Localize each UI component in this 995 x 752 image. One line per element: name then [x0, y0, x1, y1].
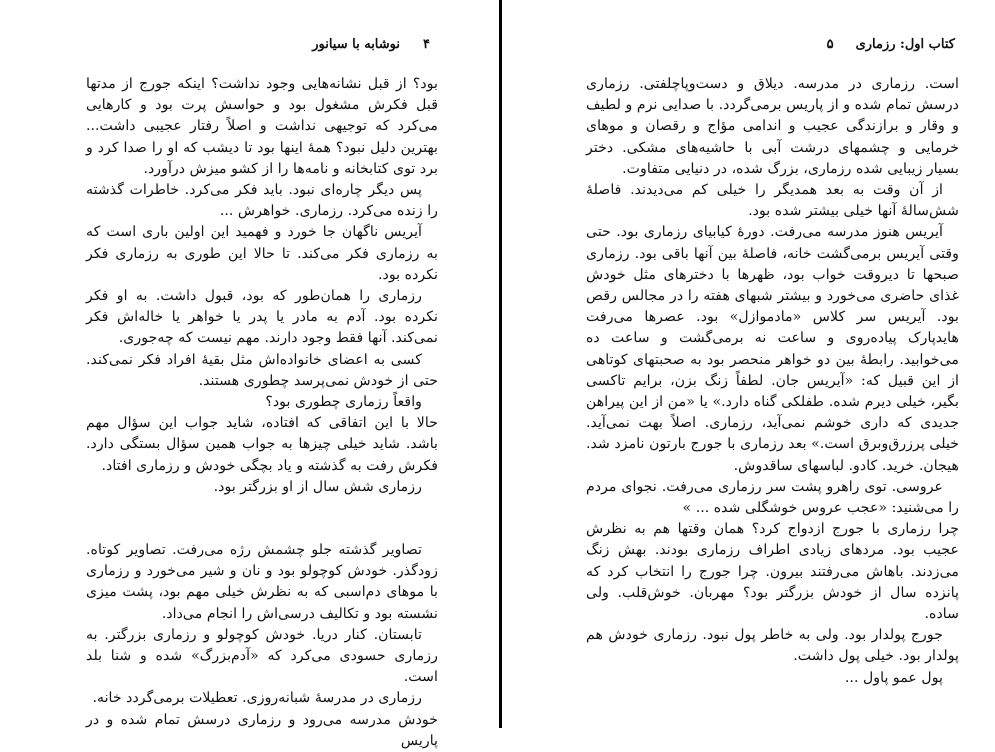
- paragraph: آیریس هنوز مدرسه می‌رفت. دورهٔ کیابیای رزماری بود. حتی وقتی آیریس برمی‌گشت خانه، فاصلهٔ بین آنها باقی بود. رزماری صبحها تا دیروقت خواب بود، ظهرها با دخترهای مثل خودش غذای حاضری می‌خورد و بیشتر شبهای هفته را در مجالس رقص بود. آیریس سر کلاس «مادموازل» بود. عصرها می‌رفت هایدپارک پیاده‌روی و ساعت نه برمی‌گشت و ساعت ده می‌خوابید. رابطهٔ بین دو خواهر منحصر بود به صحبتهای کوتاهی از این قبیل که: «آیریس جان. لطفاً زنگ بزن، برایم تاکسی بگیر، خیلی دیرم شده. طفلکی گناه دارد.» یا «من از این پیراهن جدیدی که داری خوشم نمی‌آید، رزماری. اصلاً بهت نمی‌آید. خیلی پرزرق‌وبرق است.» بعد رزماری با جورج بارتون نامزد شد. هیجان. خرید. کادو. لباسهای ساقدوش.: [586, 224, 959, 474]
- paragraph: تصاویر گذشته جلو چشمش رژه می‌رفت. تصاویر کوتاه. زودگذر. خودش کوچولو بود و نان و شیر می‌خورد و رزماری با موهای دم‌اسبی که به نظرش خیلی مهم بود، پشت میزی نشسته بود و تکالیف درسی‌اش را انجام می‌داد.: [86, 542, 438, 622]
- paragraph: رزماری در مدرسهٔ شبانه‌روزی. تعطیلات برمی‌گردد خانه.: [92, 690, 422, 707]
- paragraph: آیریس ناگهان جا خورد و فهمید این اولین باری است که به رزماری فکر می‌کند. تا حالا این طوری به رزماری فکر نکرده بود.: [86, 224, 438, 283]
- paragraph: حالا با این اتفاقی که افتاده، شاید جواب این سؤال مهم باشد. شاید خیلی چیزها به جواب همین سؤال بستگی دارد. فکرش رفت به گذشته و یاد بچگی خودش و رزماری افتاد.: [86, 415, 438, 474]
- paragraph: عروسی. توی راهرو پشت سر رزماری می‌رفت. نجوای مردم را می‌شنید: «عجب عروس خوشگلی شده ... »: [586, 478, 959, 517]
- right-page: [502, 0, 995, 728]
- paragraph: رزماری شش سال از او بزرگتر بود.: [213, 478, 422, 495]
- paragraph: چرا رزماری با جورج ازدواج کرد؟ همان وقتها هم به نظرش عجیب بود. مردهای زیادی اطراف رزماری بودند. بهش زنگ می‌زدند. باهاش می‌رفتند بیرون. چرا جورج را انتخاب کرد که پانزده سال از خودش بزرگتر بود؟ مهربان. خوش‌قلب. ولی ساده.: [586, 521, 959, 623]
- right-running-head: کتاب اول: رزماری: [855, 36, 955, 52]
- paragraph: کسی به اعضای خانواده‌اش مثل بقیهٔ افراد فکر نمی‌کند. حتی از خودش نمی‌پرسد چطوری هستند.: [86, 351, 438, 389]
- left-running-head: نوشابه با سیانور: [312, 36, 400, 52]
- left-page-text: [86, 74, 438, 752]
- paragraph: بود؟ از قبل نشانه‌هایی وجود نداشت؟ اینکه جورج از مدتها قبل فکرش مشغول بود و حواسش پرت بود و کارهایی می‌کرد که توجیهی نداشت و اصلاً رفتار عجیبی داشت... بهترین دلیل نبود؟ همهٔ اینها بود تا دیشب که او را صدا کرد و برد توی کتابخانه و نامه‌ها را از کشو میزش درآورد.: [86, 76, 438, 177]
- paragraph: است. رزماری در مدرسه. دیلاق و دست‌وپاچلفتی. رزماری درسش تمام شده و از پاریس برمی‌گردد. با صدایی نرم و لطیف و وقار و برازندگی عجیب و اندامی مؤاج و رقصان و موهای خرمایی و چشمهای درشت آبی با حاشیه‌های مشکی. دختر بسیار زیبایی شده رزماری، بزرگ شده، در دنیایی متفاوت.: [586, 76, 959, 177]
- section-break: [86, 498, 438, 540]
- right-page-number: ۵: [826, 36, 834, 52]
- left-page-number: ۴: [423, 36, 430, 52]
- paragraph: واقعاً رزماری چطوری بود؟: [265, 394, 422, 411]
- right-page-header: [827, 34, 955, 54]
- paragraph: رزماری را همان‌طور که بود، قبول داشت. به او فکر نکرده بود. آدم به مادر یا پدر یا خواهر یا خاله‌اش فکر نمی‌کند. آنها فقط وجود دارند. مهم نیست که چه‌جوری.: [86, 288, 438, 347]
- right-page-text: [586, 74, 959, 689]
- paragraph: خودش مدرسه می‌رود و رزماری درسش تمام شده و در پاریس: [86, 711, 438, 749]
- paragraph: پول عمو پاول ...: [844, 669, 943, 686]
- left-page-header: [312, 34, 440, 54]
- paragraph: تابستان. کنار دریا. خودش کوچولو و رزماری بزرگتر. به رزماری حسودی می‌کرد که «آدم‌بزرگ» شده و شنا بلد است.: [86, 626, 438, 686]
- paragraph: جورج پولدار بود. ولی به خاطر پول نبود. رزماری خودش هم پولدار بود. خیلی پول داشت.: [586, 627, 959, 665]
- paragraph: پس دیگر چاره‌ای نبود. باید فکر می‌کرد. خاطرات گذشته را زنده می‌کرد. رزماری. خواهرش ...: [86, 182, 438, 220]
- paragraph: از آن وقت به بعد همدیگر را خیلی کم می‌دیدند. فاصلهٔ شش‌سالهٔ آنها خیلی بیشتر شده بود.: [586, 182, 959, 220]
